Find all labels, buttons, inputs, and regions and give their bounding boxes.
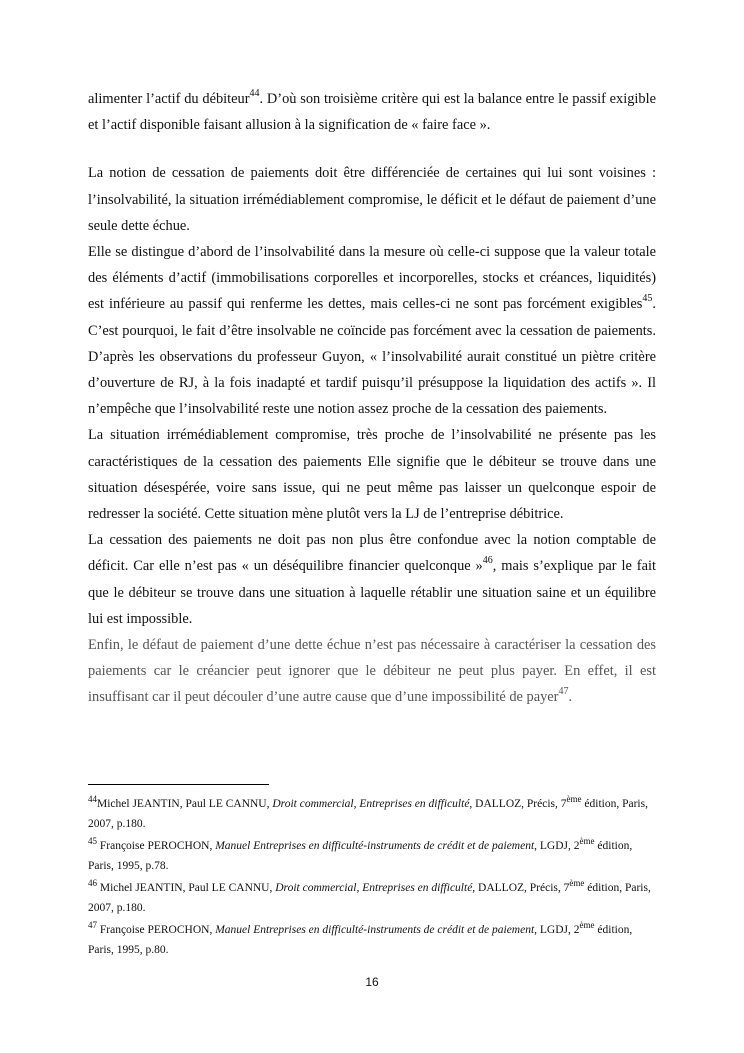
footnote-47: $^{47}$ Françoise PEROCHON, Manuel Entreprises en difficulté-instruments de crédit et de paiement, LGDJ, 2ème édition, Paris, 1995, p.80. bbox=[88, 920, 633, 956]
footnote-46: $^{46}$ Michel JEANTIN, Paul LE CANNU, Droit commercial, Entreprises en difficulté, DALLOZ, Précis, 7ème édition, Paris, 2007, p.180. bbox=[88, 878, 651, 914]
footnote-ref-44[interactable]: 44 bbox=[249, 88, 260, 99]
footnote-ref-46[interactable]: 46 bbox=[482, 555, 493, 567]
footnote-ref-47[interactable]: 47 bbox=[558, 686, 569, 698]
page-number: 16 bbox=[365, 975, 379, 989]
footnote-separator bbox=[88, 784, 269, 785]
footnote-44: $^{44}$Michel JEANTIN, Paul LE CANNU, Droit commercial, Entreprises en difficulté, DALLOZ, Précis, 7ème édition, Paris, 2007, p.180. bbox=[88, 794, 648, 830]
paragraph-5: La cessation des paiements ne doit pas non plus être confondue avec la notion comptable de déficit. Car elle n’est pas « un déséquilibre financier quelconque »$^{46}$, mais s’explique par le fait que le débiteur se trouve dans une situation à laquelle rétablir une situation saine et un équilibre lui est impossible. bbox=[88, 532, 656, 627]
paragraph-2: La notion de cessation de paiements doit être différenciée de certaines qui lui sont voisines : l’insolvabilité, la situation irrémédiablement compromise, le déficit et le défaut de paiement d’une seule dette échue. bbox=[88, 165, 656, 234]
paragraph-6: Enfin, le défaut de paiement d’une dette échue n’est pas nécessaire à caractériser la cessation des paiements car le créancier peut ignorer que le débiteur ne peut plus payer. En effet, il est insuffisant car il peut découler d’une autre cause que d’une impossibilité de payer$^{47}$. bbox=[88, 637, 656, 706]
paragraph-4: La situation irrémédiablement compromise, très proche de l’insolvabilité ne présente pas les caractéristiques de la cessation des paiements Elle signifie que le débiteur se trouve dans une situation désespérée, voire sans issue, qui ne peut même pas laisser un quelconque espoir de redresser la société. Cette situation mène plutôt vers la LJ de l’entreprise débitrice. bbox=[88, 427, 656, 523]
body-text bbox=[88, 86, 656, 711]
footnote-ref-45[interactable]: 45 bbox=[642, 293, 653, 305]
paragraph-1: alimenter l’actif du débiteur$^{44}$. D’où son troisième critère qui est la balance entre le passif exigible et l’actif disponible faisant allusion à la signification de « faire face ». bbox=[88, 88, 656, 134]
footnotes bbox=[88, 795, 656, 963]
footnote-45: $^{45}$ Françoise PEROCHON, Manuel Entreprises en difficulté-instruments de crédit et de paiement, LGDJ, 2ème édition, Paris, 1995, p.78. bbox=[88, 836, 633, 872]
paragraph-3: Elle se distingue d’abord de l’insolvabilité dans la mesure où celle-ci suppose que la valeur totale des éléments d’actif (immobilisations corporelles et incorporelles, stocks et créances, liquidités) est inférieure au passif qui renferme les dettes, mais celles-ci ne sont pas forcément exigibles$^{45}$. C’est pourquoi, le fait d’être insolvable ne coïncide pas forcément avec la cessation de paiements. D’après les observations du professeur Guyon, « l’insolvabilité aurait constitué un piètre critère d’ouverture de RJ, à la fois inadapté et tardif puisqu’il présuppose la liquidation des actifs ». Il n’empêche que l’insolvabilité reste une notion assez proche de la cessation des paiements. bbox=[88, 244, 656, 418]
